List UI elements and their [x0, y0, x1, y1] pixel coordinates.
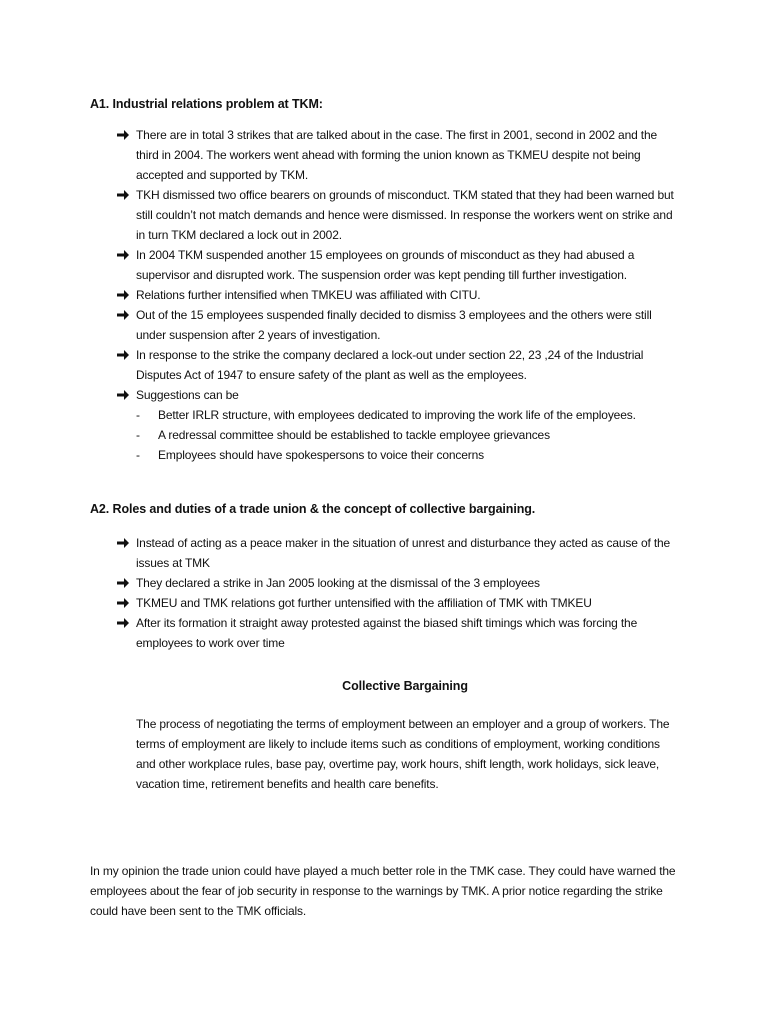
list-item [116, 573, 676, 593]
right-arrow-icon [116, 616, 130, 630]
right-arrow-icon [116, 536, 130, 550]
opinion-paragraph: In my opinion the trade union could have played a much better role in the TMK case. They could have warned the employees about the fear of job security in response to the warnings by TMK. A prior notice regarding the strike could have been sent to the TMK officials. [90, 864, 676, 918]
list-item-text: There are in total 3 strikes that are talked about in the case. The first in 2001, second in 2002 and the third in 2004. The workers went ahead with forming the union known as TKMEU despite not being accepted and supported by TKM. [136, 128, 658, 182]
suggestions-item [116, 385, 676, 465]
list-item-text: After its formation it straight away protested against the biased shift timings which was forcing the employees to work over time [136, 616, 638, 650]
list-item [116, 285, 676, 305]
section-a2-heading: A2. Roles and duties of a trade union & the concept of collective bargaining. [90, 502, 536, 516]
right-arrow-icon [116, 288, 130, 302]
list-item-text: A redressal committee should be established to tackle employee grievances [158, 428, 550, 442]
right-arrow-icon [116, 308, 130, 322]
list-item [116, 125, 676, 185]
list-item-text: TKMEU and TMK relations got further untensified with the affiliation of TMK with TMKEU [136, 596, 592, 610]
list-item [116, 533, 676, 573]
list-item-text: Relations further intensified when TMKEU was affiliated with CITU. [136, 288, 481, 302]
list-item [136, 405, 676, 425]
right-arrow-icon [116, 128, 130, 142]
dash-marker: - [136, 428, 140, 442]
suggestions-list [136, 405, 676, 465]
list-item [136, 445, 676, 465]
list-item [116, 345, 676, 385]
right-arrow-icon [116, 348, 130, 362]
dash-marker: - [136, 448, 140, 462]
right-arrow-icon [116, 388, 130, 402]
list-item [136, 425, 676, 445]
a1-bullet-list [116, 125, 676, 465]
right-arrow-icon [116, 576, 130, 590]
list-item-text: They declared a strike in Jan 2005 looking at the dismissal of the 3 employees [136, 576, 540, 590]
list-item-text: In 2004 TKM suspended another 15 employees on grounds of misconduct as they had abused a supervisor and disrupted work. The suspension order was kept pending till further investigation. [136, 248, 635, 282]
collective-bargaining-paragraph: The process of negotiating the terms of employment between an employer and a group of workers. The terms of employment are likely to include items such as conditions of employment, working conditions and other workplace rules, base pay, overtime pay, work hours, shift length, work holidays, sick leave, vacation time, retirement benefits and health care benefits. [136, 717, 670, 791]
list-item [116, 245, 676, 285]
list-item-text: In response to the strike the company declared a lock-out under section 22, 23 ,24 of the Industrial Disputes Act of 1947 to ensure safety of the plant as well as the employees. [136, 348, 644, 382]
right-arrow-icon [116, 248, 130, 262]
list-item [116, 185, 676, 245]
dash-marker: - [136, 408, 140, 422]
list-item [116, 593, 676, 613]
right-arrow-icon [116, 596, 130, 610]
suggestions-label: Suggestions can be [136, 388, 239, 402]
right-arrow-icon [116, 188, 130, 202]
list-item-text: Instead of acting as a peace maker in the situation of unrest and disturbance they acted as cause of the issues at TMK [136, 536, 671, 570]
list-item-text: Out of the 15 employees suspended finally decided to dismiss 3 employees and the others were still under suspension after 2 years of investigation. [136, 308, 652, 342]
a2-bullet-list [116, 533, 676, 653]
list-item-text: Better IRLR structure, with employees dedicated to improving the work life of the employees. [158, 408, 636, 422]
section-a1-heading: A1. Industrial relations problem at TKM: [90, 97, 323, 111]
collective-bargaining-title: Collective Bargaining [342, 679, 468, 693]
list-item [116, 613, 676, 653]
list-item-text: TKH dismissed two office bearers on grounds of misconduct. TKM stated that they had been warned but still couldn’t not match demands and hence were dismissed. In response the workers went on strike and in turn TKM declared a lock out in 2002. [136, 188, 674, 242]
list-item [116, 305, 676, 345]
list-item-text: Employees should have spokespersons to voice their concerns [158, 448, 485, 462]
